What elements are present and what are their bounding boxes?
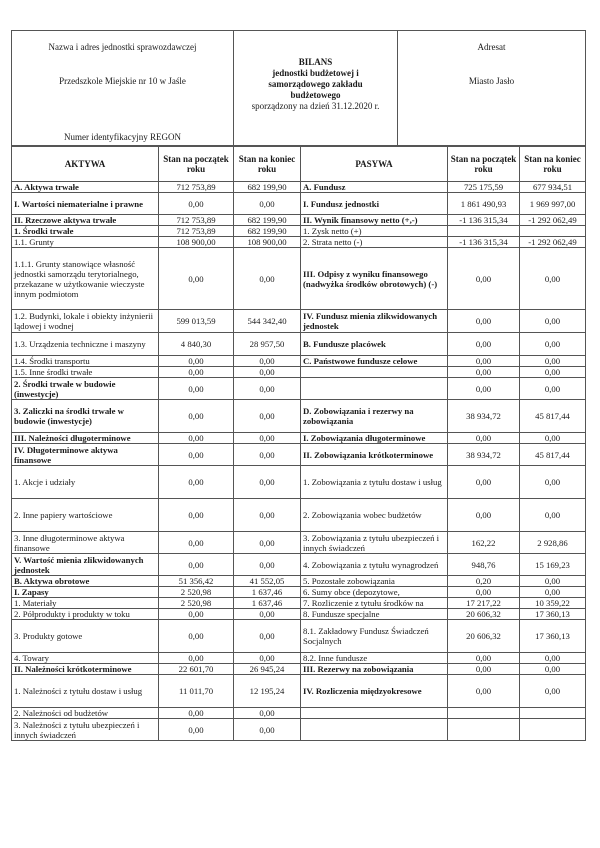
asset-start-value: 0,00: [159, 400, 234, 433]
asset-end-value: 0,00: [234, 620, 301, 653]
table-row: [12, 466, 586, 499]
liability-label: 1. Zysk netto (+): [301, 226, 448, 237]
col-liabilities-end: Stan na koniec roku: [520, 146, 586, 182]
asset-end-value: 28 957,50: [234, 333, 301, 356]
asset-end-value: 1 637,46: [234, 598, 301, 609]
table-row: [12, 576, 586, 587]
liability-label: 4. Zobowiązania z tytułu wynagrodzeń: [301, 554, 448, 576]
table-row: [12, 310, 586, 333]
table-row: [12, 554, 586, 576]
liability-start-value: 0,00: [448, 433, 520, 444]
asset-label: 1.3. Urządzenia techniczne i maszyny: [12, 333, 159, 356]
asset-label: 3. Produkty gotowe: [12, 620, 159, 653]
asset-start-value: 11 011,70: [159, 675, 234, 708]
liability-label: 3. Zobowiązania z tytułu ubezpieczeń i innych świadczeń: [301, 532, 448, 554]
liability-start-value: 38 934,72: [448, 400, 520, 433]
asset-end-value: 0,00: [234, 653, 301, 664]
report-header: [11, 30, 586, 147]
liability-start-value: 0,00: [448, 356, 520, 367]
table-row: [12, 598, 586, 609]
liability-end-value: 0,00: [520, 675, 586, 708]
asset-label: 3. Zaliczki na środki trwałe w budowie (inwestycje): [12, 400, 159, 433]
liability-end-value: 0,00: [520, 653, 586, 664]
asset-start-value: 0,00: [159, 433, 234, 444]
asset-start-value: 0,00: [159, 708, 234, 719]
asset-label: 1.2. Budynki, lokale i obiekty inżynierii lądowej i wodnej: [12, 310, 159, 333]
title-box: [234, 31, 398, 147]
table-row: [12, 182, 586, 193]
table-row: [12, 708, 586, 719]
liability-label: I. Zobowiązania długoterminowe: [301, 433, 448, 444]
asset-label: 1. Akcje i udziały: [12, 466, 159, 499]
liability-label: III. Rezerwy na zobowiązania: [301, 664, 448, 675]
addressee-box: [398, 31, 586, 147]
liability-end-value: -1 292 062,49: [520, 215, 586, 226]
asset-end-value: 0,00: [234, 554, 301, 576]
asset-start-value: 0,00: [159, 499, 234, 532]
asset-end-value: 0,00: [234, 378, 301, 400]
asset-end-value: 682 199,90: [234, 226, 301, 237]
asset-label: II. Rzeczowe aktywa trwałe: [12, 215, 159, 226]
liability-end-value: [520, 719, 586, 741]
liability-label: [301, 708, 448, 719]
liability-label: 2. Zobowiązania wobec budżetów: [301, 499, 448, 532]
title-line-4: budżetowego: [290, 90, 341, 100]
liability-end-value: 0,00: [520, 499, 586, 532]
liability-label: IV. Fundusz mienia zlikwidowanych jednostek: [301, 310, 448, 333]
liability-end-value: 0,00: [520, 248, 586, 310]
liability-start-value: 20 606,32: [448, 620, 520, 653]
title-line-3: samorządowego zakładu: [268, 79, 363, 89]
balance-table: [11, 145, 586, 741]
asset-start-value: 712 753,89: [159, 226, 234, 237]
liability-end-value: 2 928,86: [520, 532, 586, 554]
liability-label: 8.2. Inne fundusze: [301, 653, 448, 664]
liability-start-value: 0,00: [448, 499, 520, 532]
liability-end-value: [520, 708, 586, 719]
liability-end-value: [520, 226, 586, 237]
liability-start-value: 948,76: [448, 554, 520, 576]
liability-start-value: 17 217,22: [448, 598, 520, 609]
asset-label: I. Zapasy: [12, 587, 159, 598]
asset-label: 1.1.1. Grunty stanowiące własność jednostki samorządu terytorialnego, przekazane w użytkowanie wieczyste innym podmiotom: [12, 248, 159, 310]
liability-label: 2. Strata netto (-): [301, 237, 448, 248]
unit-name: Przedszkole Miejskie nr 10 w Jaśle: [59, 76, 186, 86]
liability-end-value: 0,00: [520, 333, 586, 356]
asset-start-value: 0,00: [159, 620, 234, 653]
asset-label: 1.5. Inne środki trwałe: [12, 367, 159, 378]
asset-start-value: 51 356,42: [159, 576, 234, 587]
liability-end-value: 0,00: [520, 367, 586, 378]
liability-end-value: 0,00: [520, 356, 586, 367]
liability-start-value: 0,00: [448, 653, 520, 664]
table-row: [12, 400, 586, 433]
liability-end-value: 17 360,13: [520, 609, 586, 620]
asset-end-value: 682 199,90: [234, 215, 301, 226]
liability-end-value: 45 817,44: [520, 444, 586, 466]
asset-end-value: 0,00: [234, 719, 301, 741]
liability-label: III. Odpisy z wyniku finansowego (nadwyżka środków obrotowych) (-): [301, 248, 448, 310]
table-row: [12, 193, 586, 215]
liability-start-value: 0,00: [448, 333, 520, 356]
title-line-1: BILANS: [298, 57, 333, 67]
table-row: [12, 532, 586, 554]
asset-label: A. Aktywa trwałe: [12, 182, 159, 193]
asset-label: 4. Towary: [12, 653, 159, 664]
asset-start-value: 4 840,30: [159, 333, 234, 356]
table-row: [12, 587, 586, 598]
asset-start-value: 599 013,59: [159, 310, 234, 333]
liability-label: C. Państwowe fundusze celowe: [301, 356, 448, 367]
liability-label: B. Fundusze placówek: [301, 333, 448, 356]
table-row: [12, 215, 586, 226]
asset-end-value: 12 195,24: [234, 675, 301, 708]
asset-start-value: 0,00: [159, 554, 234, 576]
asset-end-value: 1 637,46: [234, 587, 301, 598]
liability-start-value: 0,00: [448, 466, 520, 499]
col-assets-start: Stan na początek roku: [159, 146, 234, 182]
liability-label: 5. Pozostałe zobowiązania: [301, 576, 448, 587]
asset-end-value: 682 199,90: [234, 182, 301, 193]
liability-start-value: 0,00: [448, 310, 520, 333]
asset-start-value: 712 753,89: [159, 182, 234, 193]
liability-label: 8. Fundusze specjalne: [301, 609, 448, 620]
col-aktywa: AKTYWA: [12, 146, 159, 182]
col-assets-end: Stan na koniec roku: [234, 146, 301, 182]
liability-label: 6. Sumy obce (depozytowe,: [301, 587, 448, 598]
reporting-unit-box: [12, 31, 234, 147]
liability-start-value: 0,00: [448, 378, 520, 400]
liability-start-value: 725 175,59: [448, 182, 520, 193]
asset-start-value: 2 520,98: [159, 587, 234, 598]
liability-label: II. Wynik finansowy netto (+,-): [301, 215, 448, 226]
liability-start-value: -1 136 315,34: [448, 237, 520, 248]
asset-label: 2. Należności od budżetów: [12, 708, 159, 719]
asset-label: 3. Należności z tytułu ubezpieczeń i innych świadczeń: [12, 719, 159, 741]
asset-end-value: 108 900,00: [234, 237, 301, 248]
liability-label: [301, 367, 448, 378]
asset-label: V. Wartość mienia zlikwidowanych jednostek: [12, 554, 159, 576]
asset-end-value: 0,00: [234, 193, 301, 215]
col-liabilities-start: Stan na początek roku: [448, 146, 520, 182]
asset-label: III. Należności długoterminowe: [12, 433, 159, 444]
liability-start-value: 162,22: [448, 532, 520, 554]
liability-start-value: 0,20: [448, 576, 520, 587]
asset-label: 1. Środki trwałe: [12, 226, 159, 237]
liability-start-value: 0,00: [448, 675, 520, 708]
asset-start-value: 0,00: [159, 378, 234, 400]
asset-end-value: 0,00: [234, 433, 301, 444]
asset-label: 2. Środki trwałe w budowie (inwestycje): [12, 378, 159, 400]
liability-label: [301, 378, 448, 400]
asset-start-value: 0,00: [159, 653, 234, 664]
asset-start-value: 0,00: [159, 532, 234, 554]
liability-end-value: 0,00: [520, 576, 586, 587]
table-row: [12, 248, 586, 310]
asset-end-value: 0,00: [234, 532, 301, 554]
liability-label: I. Fundusz jednostki: [301, 193, 448, 215]
asset-label: 3. Inne długoterminowe aktywa finansowe: [12, 532, 159, 554]
asset-end-value: 0,00: [234, 708, 301, 719]
table-row: [12, 609, 586, 620]
table-row: [12, 444, 586, 466]
asset-start-value: 0,00: [159, 367, 234, 378]
asset-label: I. Wartości niematerialne i prawne: [12, 193, 159, 215]
liability-end-value: 677 934,51: [520, 182, 586, 193]
liability-start-value: [448, 226, 520, 237]
asset-start-value: 2 520,98: [159, 598, 234, 609]
asset-start-value: 712 753,89: [159, 215, 234, 226]
liability-start-value: 0,00: [448, 587, 520, 598]
liability-end-value: 1 969 997,00: [520, 193, 586, 215]
asset-start-value: 0,00: [159, 719, 234, 741]
liability-end-value: -1 292 062,49: [520, 237, 586, 248]
asset-end-value: 0,00: [234, 466, 301, 499]
liability-end-value: 45 817,44: [520, 400, 586, 433]
liability-label: 7. Rozliczenie z tytułu środków na: [301, 598, 448, 609]
table-row: [12, 237, 586, 248]
liability-start-value: 0,00: [448, 664, 520, 675]
table-row: [12, 356, 586, 367]
asset-start-value: 0,00: [159, 444, 234, 466]
liability-start-value: 0,00: [448, 248, 520, 310]
asset-end-value: 0,00: [234, 356, 301, 367]
liability-start-value: 38 934,72: [448, 444, 520, 466]
liability-start-value: 20 606,32: [448, 609, 520, 620]
liability-label: [301, 719, 448, 741]
asset-end-value: 0,00: [234, 444, 301, 466]
asset-label: 1. Materiały: [12, 598, 159, 609]
table-row: [12, 433, 586, 444]
asset-end-value: 0,00: [234, 367, 301, 378]
liability-end-value: 0,00: [520, 310, 586, 333]
liability-label: 1. Zobowiązania z tytułu dostaw i usług: [301, 466, 448, 499]
col-pasywa: PASYWA: [301, 146, 448, 182]
liability-start-value: [448, 719, 520, 741]
asset-end-value: 544 342,40: [234, 310, 301, 333]
asset-label: 1. Należności z tytułu dostaw i usług: [12, 675, 159, 708]
asset-end-value: 0,00: [234, 400, 301, 433]
liability-label: D. Zobowiązania i rezerwy na zobowiązania: [301, 400, 448, 433]
asset-label: 1.1. Grunty: [12, 237, 159, 248]
liability-start-value: -1 136 315,34: [448, 215, 520, 226]
liability-end-value: 0,00: [520, 433, 586, 444]
liability-label: II. Zobowiązania krótkoterminowe: [301, 444, 448, 466]
asset-label: 1.4. Środki transportu: [12, 356, 159, 367]
report-date: sporządzony na dzień 31.12.2020 r.: [251, 101, 380, 111]
asset-end-value: 0,00: [234, 609, 301, 620]
liability-end-value: 0,00: [520, 587, 586, 598]
asset-start-value: 22 601,70: [159, 664, 234, 675]
asset-label: 2. Półprodukty i produkty w toku: [12, 609, 159, 620]
table-row: [12, 620, 586, 653]
asset-start-value: 0,00: [159, 466, 234, 499]
asset-start-value: 0,00: [159, 193, 234, 215]
asset-label: IV. Długoterminowe aktywa finansowe: [12, 444, 159, 466]
asset-end-value: 0,00: [234, 499, 301, 532]
liability-label: IV. Rozliczenia międzyokresowe: [301, 675, 448, 708]
liability-end-value: 0,00: [520, 664, 586, 675]
asset-end-value: 0,00: [234, 248, 301, 310]
asset-label: II. Należności krótkoterminowe: [12, 664, 159, 675]
liability-end-value: 0,00: [520, 378, 586, 400]
table-row: [12, 367, 586, 378]
liability-start-value: 0,00: [448, 367, 520, 378]
asset-label: B. Aktywa obrotowe: [12, 576, 159, 587]
table-row: [12, 675, 586, 708]
title-line-2: jednostki budżetowej i: [272, 68, 359, 78]
addressee-name: Miasto Jasło: [468, 76, 515, 86]
liability-end-value: 0,00: [520, 466, 586, 499]
table-row: [12, 499, 586, 532]
table-row: [12, 664, 586, 675]
table-row: [12, 226, 586, 237]
liability-end-value: 17 360,13: [520, 620, 586, 653]
asset-end-value: 41 552,05: [234, 576, 301, 587]
table-row: [12, 378, 586, 400]
asset-label: 2. Inne papiery wartościowe: [12, 499, 159, 532]
liability-label: A. Fundusz: [301, 182, 448, 193]
liability-start-value: [448, 708, 520, 719]
asset-start-value: 0,00: [159, 248, 234, 310]
liability-start-value: 1 861 490,93: [448, 193, 520, 215]
addressee-label: Adresat: [477, 42, 506, 52]
liability-end-value: 15 169,23: [520, 554, 586, 576]
asset-start-value: 0,00: [159, 356, 234, 367]
asset-end-value: 26 945,24: [234, 664, 301, 675]
asset-start-value: 108 900,00: [159, 237, 234, 248]
unit-name-label: Nazwa i adres jednostki sprawozdawczej: [48, 42, 197, 52]
table-row: [12, 719, 586, 741]
regon-label: Numer identyfikacyjny REGON: [64, 132, 181, 142]
asset-start-value: 0,00: [159, 609, 234, 620]
table-row: [12, 653, 586, 664]
liability-end-value: 10 359,22: [520, 598, 586, 609]
liability-label: 8.1. Zakładowy Fundusz Świadczeń Socjalnych: [301, 620, 448, 653]
table-row: [12, 333, 586, 356]
